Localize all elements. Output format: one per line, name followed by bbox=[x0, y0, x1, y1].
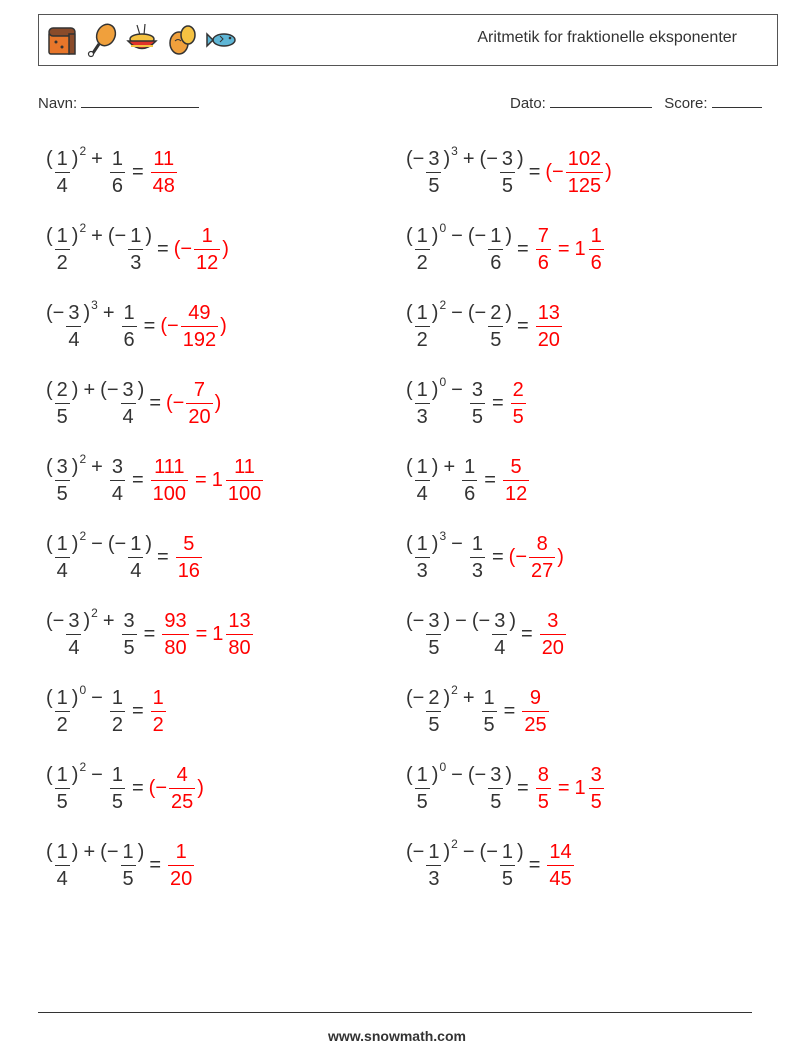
fraction: $\frac{1}{6}$ bbox=[590, 224, 602, 274]
footer-divider bbox=[38, 1012, 752, 1013]
noodle-bowl-icon bbox=[125, 22, 159, 58]
fraction: $\frac{3}{5}$ bbox=[428, 610, 440, 659]
problem-answer bbox=[520, 688, 550, 735]
fraction: $\frac{49}{192}$ bbox=[182, 301, 217, 351]
fraction: $\frac{11}{48}$ bbox=[152, 147, 175, 197]
problem-expression: ( $\frac{1}{4}$ ) + $\frac{1}{6}$ bbox=[406, 456, 476, 505]
problem-item: ( $\frac{1}{4}$ )$^2$ + $\frac{1}{6}$ = $\frac{11}{48}$ bbox=[46, 140, 179, 204]
exponent: 2 bbox=[79, 144, 87, 158]
problem-answer bbox=[534, 303, 564, 350]
problem-answer: ( − $\frac{102}{125}$ ) bbox=[545, 147, 612, 197]
problem-expression: ( $\frac{1}{5}$ )$^2$ − $\frac{1}{5}$ bbox=[46, 760, 123, 813]
name-field bbox=[38, 93, 199, 112]
problem-answer: ( − $\frac{49}{192}$ ) bbox=[160, 301, 227, 351]
fraction: $\frac{1}{3}$ bbox=[130, 225, 142, 274]
problem-expression: ( $\frac{2}{5}$ ) + (− $\frac{3}{4}$ ) bbox=[46, 379, 145, 428]
fraction: $\frac{1}{2}$ bbox=[56, 687, 68, 736]
fraction: $\frac{3}{4}$ bbox=[68, 610, 80, 659]
fraction: $\frac{1}{5}$ bbox=[483, 687, 495, 736]
fraction: $\frac{1}{4}$ bbox=[56, 533, 68, 582]
fraction: $\frac{1}{2}$ bbox=[56, 225, 68, 274]
fraction: $\frac{3}{5}$ bbox=[590, 763, 602, 813]
problem-answer bbox=[509, 380, 528, 427]
header-icons bbox=[45, 22, 239, 58]
fraction: $\frac{1}{2}$ bbox=[416, 225, 428, 274]
problem-item: (− $\frac{3}{5}$ )$^3$ + (− $\frac{3}{5}$ ) = ( − $\frac{102}{125}$ ) bbox=[406, 144, 612, 197]
exponent: 3 bbox=[91, 298, 98, 312]
problem-item: ( $\frac{1}{5}$ )$^2$ − $\frac{1}{5}$ = ( − $\frac{4}{25}$ ) bbox=[46, 760, 204, 813]
problem-answer bbox=[545, 842, 575, 889]
problem-expression: ( $\frac{1}{4}$ ) + (− $\frac{1}{5}$ ) bbox=[46, 841, 145, 890]
fraction: $\frac{1}{4}$ bbox=[56, 841, 68, 890]
score-label: Score: bbox=[664, 95, 708, 112]
fraction: $\frac{1}{4}$ bbox=[130, 533, 142, 582]
exponent: 2 bbox=[79, 760, 87, 774]
problem-expression: ( $\frac{1}{2}$ )$^0$ − (− $\frac{1}{6}$ ) bbox=[406, 221, 512, 274]
chicken-leg-icon bbox=[85, 22, 119, 58]
problem-item: ( $\frac{1}{4}$ ) + $\frac{1}{6}$ = $\frac{5}{12}$ bbox=[406, 448, 531, 512]
problem-expression: ( $\frac{1}{2}$ )$^2$ − (− $\frac{2}{5}$ ) bbox=[406, 298, 512, 351]
exponent: 2 bbox=[451, 683, 458, 697]
fraction: $\frac{3}{5}$ bbox=[471, 379, 483, 428]
fraction: $\frac{1}{4}$ bbox=[416, 456, 428, 505]
fraction: $\frac{1}{5}$ bbox=[111, 764, 123, 813]
fraction: $\frac{1}{6}$ bbox=[111, 148, 123, 197]
problem-item: (− $\frac{1}{3}$ )$^2$ − (− $\frac{1}{5}$ ) = $\frac{14}{45}$ bbox=[406, 833, 576, 897]
problem-item: ( $\frac{1}{2}$ )$^0$ − $\frac{1}{2}$ = $\frac{1}{2}$ bbox=[46, 679, 168, 743]
problem-expression: (− $\frac{3}{4}$ )$^2$ + $\frac{3}{5}$ bbox=[46, 606, 135, 659]
problem-answer: ( − $\frac{1}{12}$ ) bbox=[173, 224, 229, 274]
fraction: $\frac{14}{45}$ bbox=[549, 840, 572, 890]
fraction: $\frac{3}{5}$ bbox=[428, 148, 440, 197]
fraction: $\frac{11}{100}$ bbox=[227, 455, 262, 505]
worksheet-title: Aritmetik for fraktionelle eksponenter bbox=[477, 29, 737, 46]
problem-expression: ( $\frac{1}{2}$ )$^0$ − $\frac{1}{2}$ bbox=[46, 683, 123, 736]
problem-item: ( $\frac{1}{2}$ )$^2$ + (− $\frac{1}{3}$ ) = ( − $\frac{1}{12}$ ) bbox=[46, 221, 229, 274]
problem-item: ( $\frac{1}{2}$ )$^2$ − (− $\frac{2}{5}$ ) = $\frac{13}{20}$ bbox=[406, 294, 564, 358]
fraction: $\frac{102}{125}$ bbox=[567, 147, 602, 197]
bread-icon bbox=[45, 22, 79, 58]
problem-expression: (− $\frac{2}{5}$ )$^2$ + $\frac{1}{5}$ bbox=[406, 683, 495, 736]
problem-item: ( $\frac{2}{5}$ ) + (− $\frac{3}{4}$ ) = ( − $\frac{7}{20}$ ) bbox=[46, 378, 222, 428]
problem-answer: ( − $\frac{4}{25}$ ) bbox=[148, 763, 204, 813]
problem-answer: ( − $\frac{7}{20}$ ) bbox=[166, 378, 222, 428]
exponent: 2 bbox=[91, 606, 98, 620]
fraction: $\frac{3}{4}$ bbox=[122, 379, 134, 428]
problem-answer: $\frac{93}{80}$ = 1 $\frac{13}{80}$ bbox=[164, 609, 251, 659]
fraction: $\frac{111}{100}$ bbox=[152, 455, 187, 505]
exponent: 2 bbox=[79, 529, 87, 543]
problem-expression: (− $\frac{3}{5}$ )$^3$ + (− $\frac{3}{5}$ ) bbox=[406, 144, 524, 197]
fraction: $\frac{1}{20}$ bbox=[170, 840, 193, 890]
problem-expression: ( $\frac{1}{5}$ )$^0$ − (− $\frac{3}{5}$ ) bbox=[406, 760, 512, 813]
fraction: $\frac{3}{5}$ bbox=[123, 610, 135, 659]
problem-expression: ( $\frac{1}{2}$ )$^2$ + (− $\frac{1}{3}$ ) bbox=[46, 221, 152, 274]
exponent: 2 bbox=[79, 221, 87, 235]
fraction: $\frac{1}{3}$ bbox=[416, 379, 428, 428]
exponent: 2 bbox=[79, 452, 87, 466]
exponent: 0 bbox=[439, 221, 447, 235]
fraction: $\frac{13}{80}$ bbox=[228, 609, 251, 659]
score-line bbox=[712, 93, 762, 108]
fraction: $\frac{1}{2}$ bbox=[111, 687, 123, 736]
date-score-fields bbox=[510, 93, 762, 112]
problem-expression: ( $\frac{1}{4}$ )$^2$ + $\frac{1}{6}$ bbox=[46, 144, 123, 197]
fraction: $\frac{1}{6}$ bbox=[123, 302, 135, 351]
name-label: Navn: bbox=[38, 95, 78, 112]
worksheet-header bbox=[38, 14, 778, 66]
problem-answer bbox=[166, 842, 196, 889]
problem-answer: $\frac{8}{5}$ = 1 $\frac{3}{5}$ bbox=[537, 763, 602, 813]
problem-answer: $\frac{111}{100}$ = 1 $\frac{11}{100}$ bbox=[152, 455, 262, 505]
fraction: $\frac{1}{6}$ bbox=[490, 225, 502, 274]
name-line bbox=[81, 93, 199, 108]
date-line bbox=[550, 93, 652, 108]
problem-expression: ( $\frac{1}{4}$ )$^2$ − (− $\frac{1}{4}$ ) bbox=[46, 529, 152, 582]
problem-expression: ( $\frac{1}{3}$ )$^0$ − $\frac{3}{5}$ bbox=[406, 375, 483, 428]
fraction: $\frac{3}{5}$ bbox=[501, 148, 514, 197]
problem-expression: ( $\frac{3}{5}$ )$^2$ + $\frac{3}{4}$ bbox=[46, 452, 123, 505]
problem-item: (− $\frac{2}{5}$ )$^2$ + $\frac{1}{5}$ = $\frac{9}{25}$ bbox=[406, 679, 551, 743]
problem-expression: (− $\frac{3}{5}$ ) − (− $\frac{3}{4}$ ) bbox=[406, 610, 516, 659]
fraction: $\frac{2}{5}$ bbox=[56, 379, 68, 428]
problem-expression: (− $\frac{1}{3}$ )$^2$ − (− $\frac{1}{5}$ ) bbox=[406, 837, 524, 890]
exponent: 3 bbox=[439, 529, 447, 543]
exponent: 0 bbox=[439, 375, 447, 389]
fraction: $\frac{8}{5}$ bbox=[537, 763, 549, 813]
fraction: $\frac{3}{4}$ bbox=[111, 456, 123, 505]
fraction: $\frac{3}{5}$ bbox=[56, 456, 68, 505]
fraction: $\frac{93}{80}$ bbox=[164, 609, 187, 659]
problem-item: ( $\frac{1}{4}$ ) + (− $\frac{1}{5}$ ) = $\frac{1}{20}$ bbox=[46, 833, 196, 897]
footer-url: www.snowmath.com bbox=[328, 1028, 466, 1044]
problem-answer bbox=[174, 534, 204, 581]
fraction: $\frac{3}{4}$ bbox=[68, 302, 80, 351]
problem-answer bbox=[149, 149, 179, 196]
fraction: $\frac{1}{3}$ bbox=[428, 841, 440, 890]
exponent: 0 bbox=[79, 683, 87, 697]
exponent: 3 bbox=[451, 144, 458, 158]
fraction: $\frac{1}{3}$ bbox=[471, 533, 483, 582]
fraction: $\frac{1}{2}$ bbox=[152, 686, 164, 736]
fraction: $\frac{3}{4}$ bbox=[494, 610, 506, 659]
fraction: $\frac{4}{25}$ bbox=[171, 763, 194, 813]
fraction: $\frac{5}{12}$ bbox=[504, 455, 528, 505]
exponent: 2 bbox=[451, 837, 458, 851]
fraction: $\frac{1}{6}$ bbox=[464, 456, 476, 505]
fraction: $\frac{1}{5}$ bbox=[56, 764, 68, 813]
problem-expression: (− $\frac{3}{4}$ )$^3$ + $\frac{1}{6}$ bbox=[46, 298, 135, 351]
problem-answer bbox=[149, 688, 168, 735]
fraction: $\frac{3}{5}$ bbox=[490, 764, 502, 813]
problem-item: ( $\frac{1}{4}$ )$^2$ − (− $\frac{1}{4}$ ) = $\frac{5}{16}$ bbox=[46, 525, 204, 589]
fraction: $\frac{2}{5}$ bbox=[428, 687, 440, 736]
problem-item: ( $\frac{1}{5}$ )$^0$ − (− $\frac{3}{5}$ ) = $\frac{8}{5}$ = 1 $\frac{3}{5}$ bbox=[406, 756, 606, 820]
exponent: 2 bbox=[439, 298, 447, 312]
fraction: $\frac{5}{16}$ bbox=[177, 532, 200, 582]
fraction: $\frac{1}{5}$ bbox=[416, 764, 428, 813]
problem-expression: ( $\frac{1}{3}$ )$^3$ − $\frac{1}{3}$ bbox=[406, 529, 483, 582]
problem-item: ( $\frac{1}{2}$ )$^0$ − (− $\frac{1}{6}$ ) = $\frac{7}{6}$ = 1 $\frac{1}{6}$ bbox=[406, 217, 606, 281]
fraction: $\frac{1}{12}$ bbox=[196, 224, 219, 274]
problem-answer bbox=[538, 611, 568, 658]
fraction: $\frac{13}{20}$ bbox=[537, 301, 560, 351]
problem-answer: ( − $\frac{8}{27}$ ) bbox=[508, 532, 564, 582]
problem-item: ( $\frac{1}{3}$ )$^3$ − $\frac{1}{3}$ = ( − $\frac{8}{27}$ ) bbox=[406, 529, 564, 582]
problem-item: ( $\frac{1}{3}$ )$^0$ − $\frac{3}{5}$ = $\frac{2}{5}$ bbox=[406, 371, 528, 435]
fraction: $\frac{3}{20}$ bbox=[541, 609, 564, 659]
problem-item: (− $\frac{3}{4}$ )$^3$ + $\frac{1}{6}$ = ( − $\frac{49}{192}$ ) bbox=[46, 298, 227, 351]
fraction: $\frac{1}{2}$ bbox=[416, 302, 428, 351]
fraction: $\frac{8}{27}$ bbox=[531, 532, 554, 582]
fish-icon bbox=[205, 22, 239, 58]
fraction: $\frac{7}{6}$ bbox=[537, 224, 549, 274]
problem-item: ( $\frac{3}{5}$ )$^2$ + $\frac{3}{4}$ = $\frac{111}{100}$ = 1 $\frac{11}{100}$ bbox=[46, 448, 265, 512]
fraction: $\frac{1}{4}$ bbox=[56, 148, 68, 197]
exponent: 0 bbox=[439, 760, 447, 774]
fraction: $\frac{7}{20}$ bbox=[188, 378, 211, 428]
problem-answer bbox=[501, 457, 531, 504]
fraction: $\frac{1}{5}$ bbox=[122, 841, 134, 890]
date-label: Dato: bbox=[510, 95, 546, 112]
eggs-icon bbox=[165, 22, 199, 58]
fraction: $\frac{1}{5}$ bbox=[501, 841, 514, 890]
problem-item: (− $\frac{3}{5}$ ) − (− $\frac{3}{4}$ ) = $\frac{3}{20}$ bbox=[406, 602, 568, 666]
fraction: $\frac{9}{25}$ bbox=[524, 686, 547, 736]
problem-item: (− $\frac{3}{4}$ )$^2$ + $\frac{3}{5}$ = $\frac{93}{80}$ = 1 $\frac{13}{80}$ bbox=[46, 602, 255, 666]
fraction: $\frac{2}{5}$ bbox=[490, 302, 502, 351]
fraction: $\frac{1}{3}$ bbox=[416, 533, 428, 582]
fraction: $\frac{2}{5}$ bbox=[512, 378, 524, 428]
problem-answer: $\frac{7}{6}$ = 1 $\frac{1}{6}$ bbox=[537, 224, 602, 274]
